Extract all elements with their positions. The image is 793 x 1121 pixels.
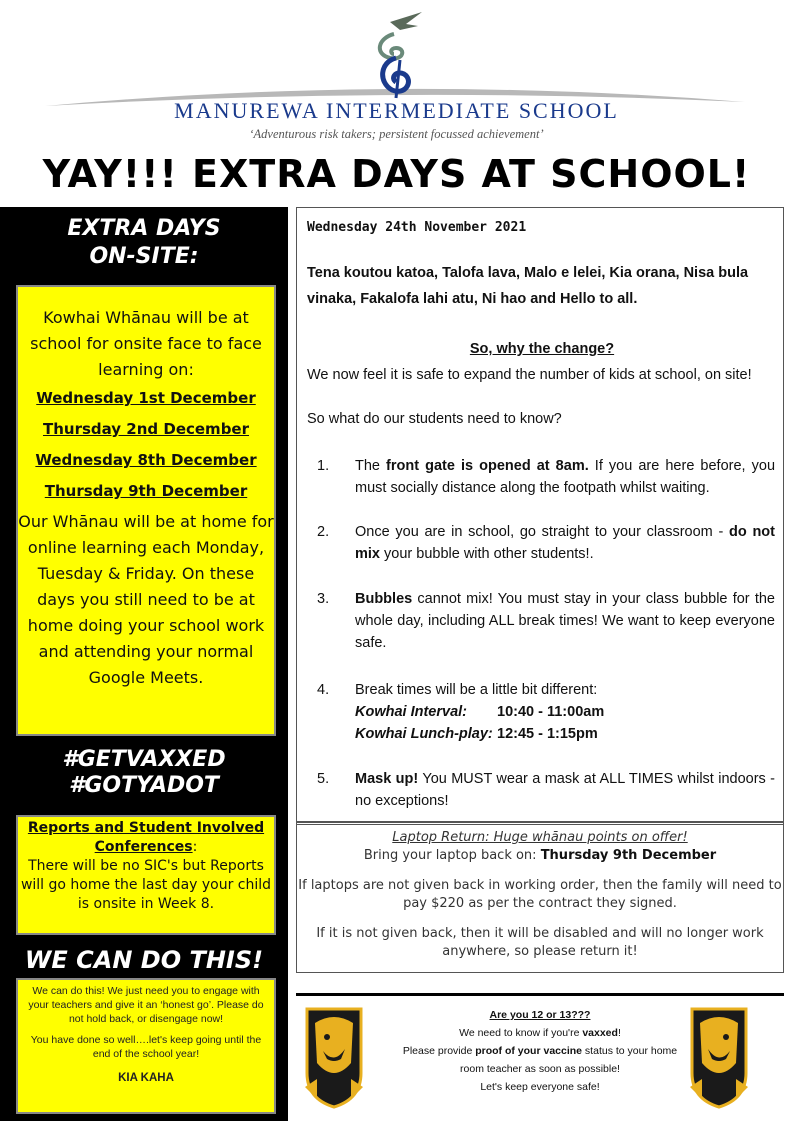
onsite-date: Thursday 2nd December (42, 420, 249, 438)
vaccine-notice (390, 1006, 690, 1096)
list-number: 5. (317, 771, 330, 787)
extra-days-heading-line-1: EXTRA DAYS (67, 216, 221, 241)
school-motto: ‘Adventurous risk takers; persistent focussed achievement’ (249, 127, 544, 141)
laptop-return-box (296, 821, 784, 973)
age-heading: Are you 12 or 13??? (489, 1009, 591, 1021)
extra-days-heading (0, 215, 288, 271)
item-bold: Bubbles (355, 591, 413, 607)
divider (296, 993, 784, 996)
reports-box (16, 815, 276, 935)
keep-safe-line: Let's keep everyone safe! (480, 1081, 600, 1093)
list-item-body (355, 588, 775, 654)
list-item-body (355, 768, 775, 812)
why-change-heading: So, why the change? (469, 341, 615, 357)
reports-colon: : (192, 839, 198, 855)
laptop-heading: Laptop Return: Huge whānau points on offer! (392, 830, 688, 845)
laptop-payment-text: If laptops are not given back in working order, then the family will need to pay $220 as per the contract they signed. (298, 878, 782, 911)
proof-line (390, 1042, 690, 1078)
list-item-body (355, 679, 775, 745)
reports-heading-text: Reports and Student Involved Conferences (27, 820, 265, 855)
onsite-date: Wednesday 8th December (35, 451, 257, 469)
lunch-time: 12:45 - 1:15pm (497, 726, 598, 742)
koru-bird-emblem-icon (360, 8, 430, 100)
lion-crest-icon (688, 1003, 750, 1111)
encouragement-text: We can do this! We just need you to engage with your teachers and give it an ‘honest go’. Please do not hold back, or disengage now! (28, 985, 264, 1025)
letter-date: Wednesday 24th November 2021 (307, 220, 527, 235)
vaxxed-text: We need to know if you're (459, 1027, 583, 1039)
hashtag-getvaxxed: #GETVAXXED (62, 747, 226, 772)
online-learning-text: Our Whānau will be at home for online learning each Monday, Tuesday & Friday. On these days you still need to be at home doing your school work and attending your normal Google Meets. (18, 512, 274, 687)
list-number: 4. (317, 682, 330, 698)
item-bold: front gate is opened at 8am. (386, 458, 589, 474)
interval-label: Kowhai Interval: (355, 704, 467, 720)
onsite-date: Thursday 9th December (44, 482, 248, 500)
proof-text: Please provide (402, 1045, 476, 1057)
laptop-bring-date: Thursday 9th December (540, 848, 717, 863)
school-name: MANUREWA INTERMEDIATE SCHOOL (174, 98, 619, 123)
main-letter (296, 207, 784, 825)
item-text: cannot mix! You must stay in your class bubble for the whole day, including ALL break times! We want to keep everyone safe. (355, 591, 775, 651)
encouragement-box (16, 978, 276, 1114)
hashtag-gotyadot: #GOTYADOT (69, 773, 219, 798)
item-text: If you are here before, you must socially distance along the footpath whilst waiting. (355, 458, 776, 496)
school-logo (0, 0, 793, 150)
proof-text-end: status to your home room teacher as soon as possible! (460, 1045, 678, 1075)
list-item-body (355, 521, 775, 565)
feel-safe-text: We now feel it is safe to expand the number of kids at school, on site! (307, 367, 752, 383)
need-to-know-text: So what do our students need to know? (307, 411, 562, 427)
list-number: 3. (317, 591, 330, 607)
onsite-days-box (16, 285, 276, 736)
vaxxed-bold: vaxxed (582, 1027, 618, 1039)
break-times-text: Break times will be a little bit different: (355, 682, 598, 698)
left-sidebar (0, 207, 288, 1121)
vaxxed-line (390, 1024, 690, 1042)
laptop-bring-back (297, 847, 783, 865)
vax-hashtags (0, 747, 288, 799)
greeting: Tena koutou katoa, Talofa lava, Malo e lelei, Kia orana, Nisa bula vinaka, Fakalofa lahi atu, Ni hao and Hello to all. (307, 265, 749, 307)
item-text: You MUST wear a mask at ALL TIMES whilst indoors - no exceptions! (355, 771, 776, 809)
laptop-bring-text: Bring your laptop back on: (363, 848, 541, 863)
item-text: Once you are in school, go straight to your classroom - (355, 524, 730, 540)
onsite-intro: Kowhai Whānau will be at school for onsite face to face learning on: (30, 308, 262, 379)
vaxxed-punct: ! (617, 1027, 621, 1039)
item-text: The (355, 458, 387, 474)
lunch-row (355, 723, 775, 745)
lunch-label: Kowhai Lunch-play: (355, 726, 493, 742)
reports-body: There will be no SIC's but Reports will go home the last day your child is onsite in Week 8. (20, 858, 272, 912)
list-number: 2. (317, 524, 330, 540)
onsite-date: Wednesday 1st December (36, 389, 256, 407)
lion-crest-icon (303, 1003, 365, 1111)
page-title: YAY!!! EXTRA DAYS AT SCHOOL! (42, 152, 751, 196)
item-text: your bubble with other students!. (380, 546, 594, 562)
item-bold: Mask up! (355, 771, 419, 787)
interval-time: 10:40 - 11:00am (497, 704, 605, 720)
encouragement-text-2: You have done so well….let's keep going until the end of the school year! (30, 1034, 262, 1060)
laptop-disabled-text: If it is not given back, then it will be disabled and will no longer work anywhere, so please return it! (316, 926, 764, 959)
kia-kaha-text: KIA KAHA (118, 1072, 174, 1084)
proof-bold: proof of your vaccine (475, 1045, 583, 1057)
list-item-body (355, 455, 775, 499)
list-number: 1. (317, 458, 330, 474)
interval-row (355, 701, 775, 723)
item-bold: do not mix (355, 524, 775, 562)
we-can-do-this-heading: WE CAN DO THIS! (24, 946, 264, 974)
reports-heading (18, 819, 274, 857)
extra-days-heading-line-2: ON-SITE: (89, 244, 199, 269)
